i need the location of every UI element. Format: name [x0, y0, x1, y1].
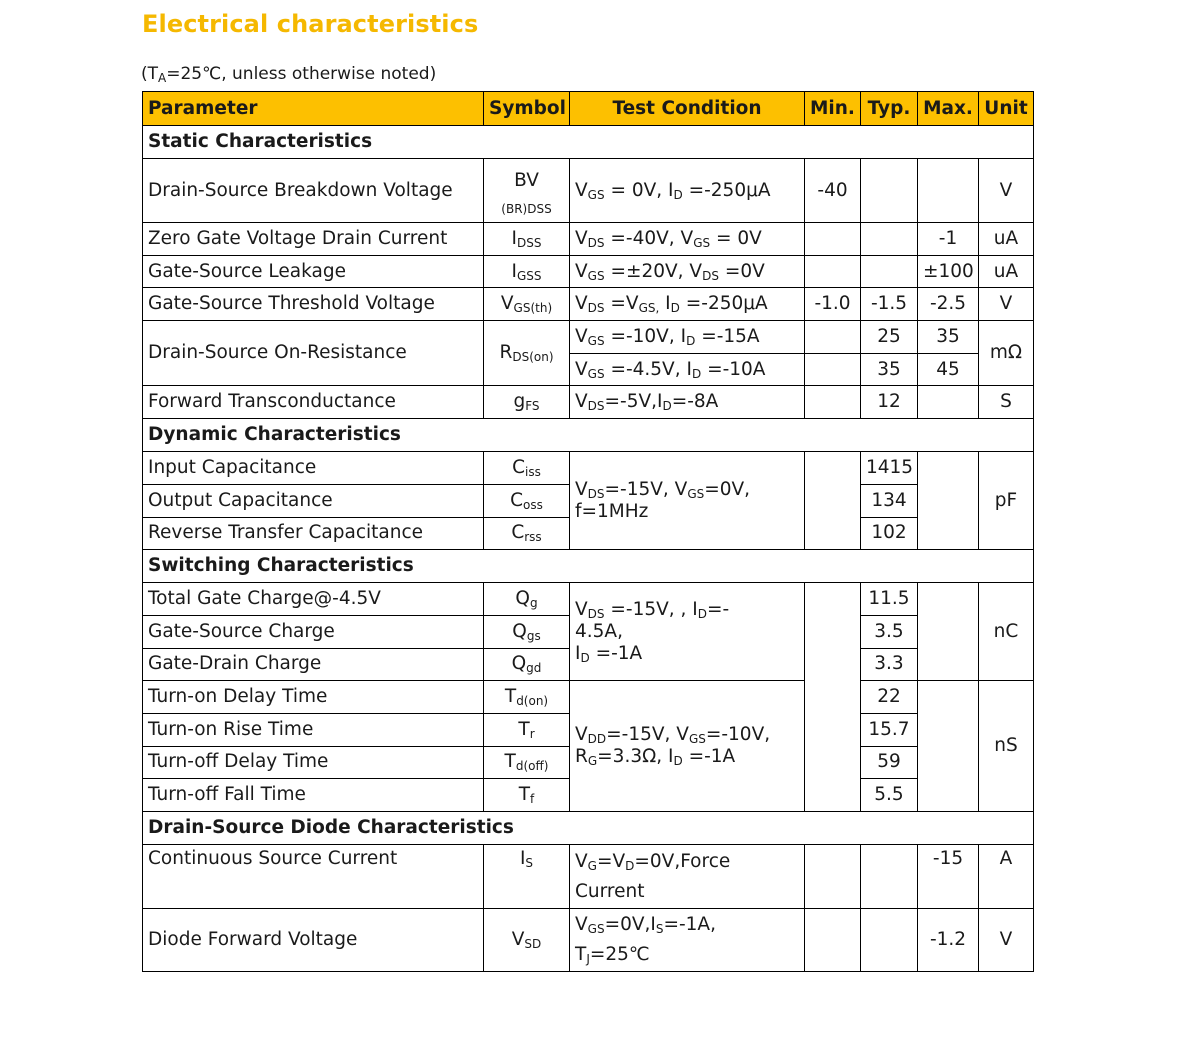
table-row	[143, 255, 1034, 288]
table-row	[143, 159, 1034, 223]
header-parameter: Parameter	[143, 92, 484, 126]
symbol-cell: BV (BR)DSS	[484, 159, 570, 223]
param-cell: Output Capacitance	[143, 484, 484, 517]
param-cell: Input Capacitance	[143, 452, 484, 485]
typ-cell: 5.5	[861, 779, 918, 812]
typ-cell: 3.5	[861, 615, 918, 648]
characteristics-table	[142, 91, 1034, 972]
symbol-cell: $C_{rss}$	[484, 517, 570, 550]
condition-cell: $V_{GS} =-4.5V$, $I_D =-10A$	[570, 353, 805, 386]
table-header-row	[143, 92, 1034, 126]
unit-cell: V	[979, 288, 1034, 321]
unit-cell: mΩ	[979, 321, 1034, 386]
max-cell: 45	[918, 353, 979, 386]
typ-cell	[861, 845, 918, 909]
typ-cell: 35	[861, 353, 918, 386]
condition-cell: $V_{GS} =-10V$, $I_D =-15A$	[570, 321, 805, 354]
param-cell: Turn-on Delay Time	[143, 681, 484, 714]
typ-cell: 134	[861, 484, 918, 517]
param-cell: Forward Transconductance	[143, 386, 484, 419]
header-unit: Unit	[979, 92, 1034, 126]
header-min: Min.	[805, 92, 861, 126]
symbol-cell: $Q_{gs}$	[484, 615, 570, 648]
condition-cell: $V_{GS} =\pm 20V$, $V_{DS} =0V$	[570, 255, 805, 288]
condition-cell: $V_G=V_D=0V,Force$ Current	[570, 845, 805, 909]
param-cell: Turn-off Fall Time	[143, 779, 484, 812]
min-cell	[805, 583, 861, 812]
section-row	[143, 126, 1034, 159]
min-cell	[805, 845, 861, 909]
max-cell	[918, 386, 979, 419]
max-cell: ±100	[918, 255, 979, 288]
condition-cell: $V_{DS} =-15V$, , $I_D=-$ 4.5A, $I_D =-1A$	[570, 583, 805, 681]
table-row	[143, 845, 1034, 909]
table-row	[143, 452, 1034, 485]
symbol-cell: $T_r$	[484, 713, 570, 746]
header-max: Max.	[918, 92, 979, 126]
max-cell	[918, 681, 979, 812]
unit-cell: V	[979, 909, 1034, 972]
symbol-cell: $g_{FS}$	[484, 386, 570, 419]
param-cell: Zero Gate Voltage Drain Current	[143, 223, 484, 256]
symbol-cell: $R_{DS(on)}$	[484, 321, 570, 386]
unit-cell: pF	[979, 452, 1034, 550]
table-row	[143, 681, 1034, 714]
min-cell: -40	[805, 159, 861, 223]
max-cell: -1	[918, 223, 979, 256]
min-cell	[805, 452, 861, 550]
symbol-cell: $I_{GSS}$	[484, 255, 570, 288]
symbol-cell: $T_{d(on)}$	[484, 681, 570, 714]
condition-cell: $V_{DD}=-15V$, $V_{GS}=-10V$, $R_G=3.3\Omega$, $I_D =-1A$	[570, 681, 805, 812]
unit-cell: nS	[979, 681, 1034, 812]
conditions-note: ($T_A=25℃$, unless otherwise noted)	[141, 64, 437, 85]
symbol-cell: $I_{DSS}$	[484, 223, 570, 256]
param-cell: Drain-Source On-Resistance	[143, 321, 484, 386]
section-switching: Switching Characteristics	[143, 550, 1034, 583]
typ-cell	[861, 255, 918, 288]
max-cell	[918, 159, 979, 223]
param-cell: Continuous Source Current	[143, 845, 484, 909]
condition-cell: $V_{DS} =V_{GS,}$ $I_D =-250\mu A$	[570, 288, 805, 321]
condition-cell: $V_{DS}=-15V$, $V_{GS}=0V$, f=1MHz	[570, 452, 805, 550]
max-cell: -15	[918, 845, 979, 909]
table-row	[143, 909, 1034, 972]
condition-cell: $V_{GS} = 0V$, $I_D =-250\mu A$	[570, 159, 805, 223]
max-cell: -2.5	[918, 288, 979, 321]
section-row	[143, 550, 1034, 583]
unit-cell: A	[979, 845, 1034, 909]
max-cell: -1.2	[918, 909, 979, 972]
typ-cell: 1415	[861, 452, 918, 485]
symbol-cell: $Q_{gd}$	[484, 648, 570, 681]
symbol-cell: $C_{oss}$	[484, 484, 570, 517]
section-diode: Drain-Source Diode Characteristics	[143, 812, 1034, 845]
section-row	[143, 812, 1034, 845]
condition-cell: $V_{DS} =-40V$, $V_{GS} = 0V$	[570, 223, 805, 256]
param-cell: Turn-on Rise Time	[143, 713, 484, 746]
symbol-cell: $V_{SD}$	[484, 909, 570, 972]
param-cell: Gate-Source Leakage	[143, 255, 484, 288]
typ-cell: 15.7	[861, 713, 918, 746]
section-static: Static Characteristics	[143, 126, 1034, 159]
typ-cell: 11.5	[861, 583, 918, 616]
symbol-cell: $T_f$	[484, 779, 570, 812]
symbol-cell: $V_{GS(th)}$	[484, 288, 570, 321]
min-cell	[805, 255, 861, 288]
min-cell	[805, 386, 861, 419]
condition-cell: $V_{GS}=0V,I_S=-1A$, $T_J=25℃$	[570, 909, 805, 972]
table-row	[143, 288, 1034, 321]
typ-cell: 3.3	[861, 648, 918, 681]
max-cell	[918, 583, 979, 681]
table-row	[143, 386, 1034, 419]
symbol-cell: $Q_g$	[484, 583, 570, 616]
typ-cell: 102	[861, 517, 918, 550]
param-cell: Reverse Transfer Capacitance	[143, 517, 484, 550]
param-cell: Gate-Drain Charge	[143, 648, 484, 681]
unit-cell: nC	[979, 583, 1034, 681]
symbol-cell: $T_{d(off)}$	[484, 746, 570, 779]
header-test-condition: Test Condition	[570, 92, 805, 126]
typ-cell: 22	[861, 681, 918, 714]
symbol-cell: $I_S$	[484, 845, 570, 909]
param-cell: Gate-Source Threshold Voltage	[143, 288, 484, 321]
unit-cell: S	[979, 386, 1034, 419]
typ-cell: 59	[861, 746, 918, 779]
min-cell	[805, 223, 861, 256]
header-symbol: Symbol	[484, 92, 570, 126]
param-cell: Turn-off Delay Time	[143, 746, 484, 779]
max-cell	[918, 452, 979, 550]
table-row	[143, 223, 1034, 256]
unit-cell: uA	[979, 223, 1034, 256]
table-row	[143, 583, 1034, 616]
table-row	[143, 321, 1034, 354]
condition-cell: $V_{DS}=-5V,I_D=-8A$	[570, 386, 805, 419]
typ-cell: -1.5	[861, 288, 918, 321]
param-cell: Gate-Source Charge	[143, 615, 484, 648]
min-cell: -1.0	[805, 288, 861, 321]
unit-cell: V	[979, 159, 1034, 223]
param-cell: Diode Forward Voltage	[143, 909, 484, 972]
unit-cell: uA	[979, 255, 1034, 288]
header-typ: Typ.	[861, 92, 918, 126]
typ-cell: 12	[861, 386, 918, 419]
typ-cell: 25	[861, 321, 918, 354]
typ-cell	[861, 223, 918, 256]
typ-cell	[861, 159, 918, 223]
param-cell: Total Gate Charge@-4.5V	[143, 583, 484, 616]
page-title: Electrical characteristics	[142, 10, 479, 38]
section-row	[143, 419, 1034, 452]
min-cell	[805, 353, 861, 386]
param-cell: Drain-Source Breakdown Voltage	[143, 159, 484, 223]
max-cell: 35	[918, 321, 979, 354]
symbol-cell: $C_{iss}$	[484, 452, 570, 485]
min-cell	[805, 321, 861, 354]
section-dynamic: Dynamic Characteristics	[143, 419, 1034, 452]
min-cell	[805, 909, 861, 972]
typ-cell	[861, 909, 918, 972]
